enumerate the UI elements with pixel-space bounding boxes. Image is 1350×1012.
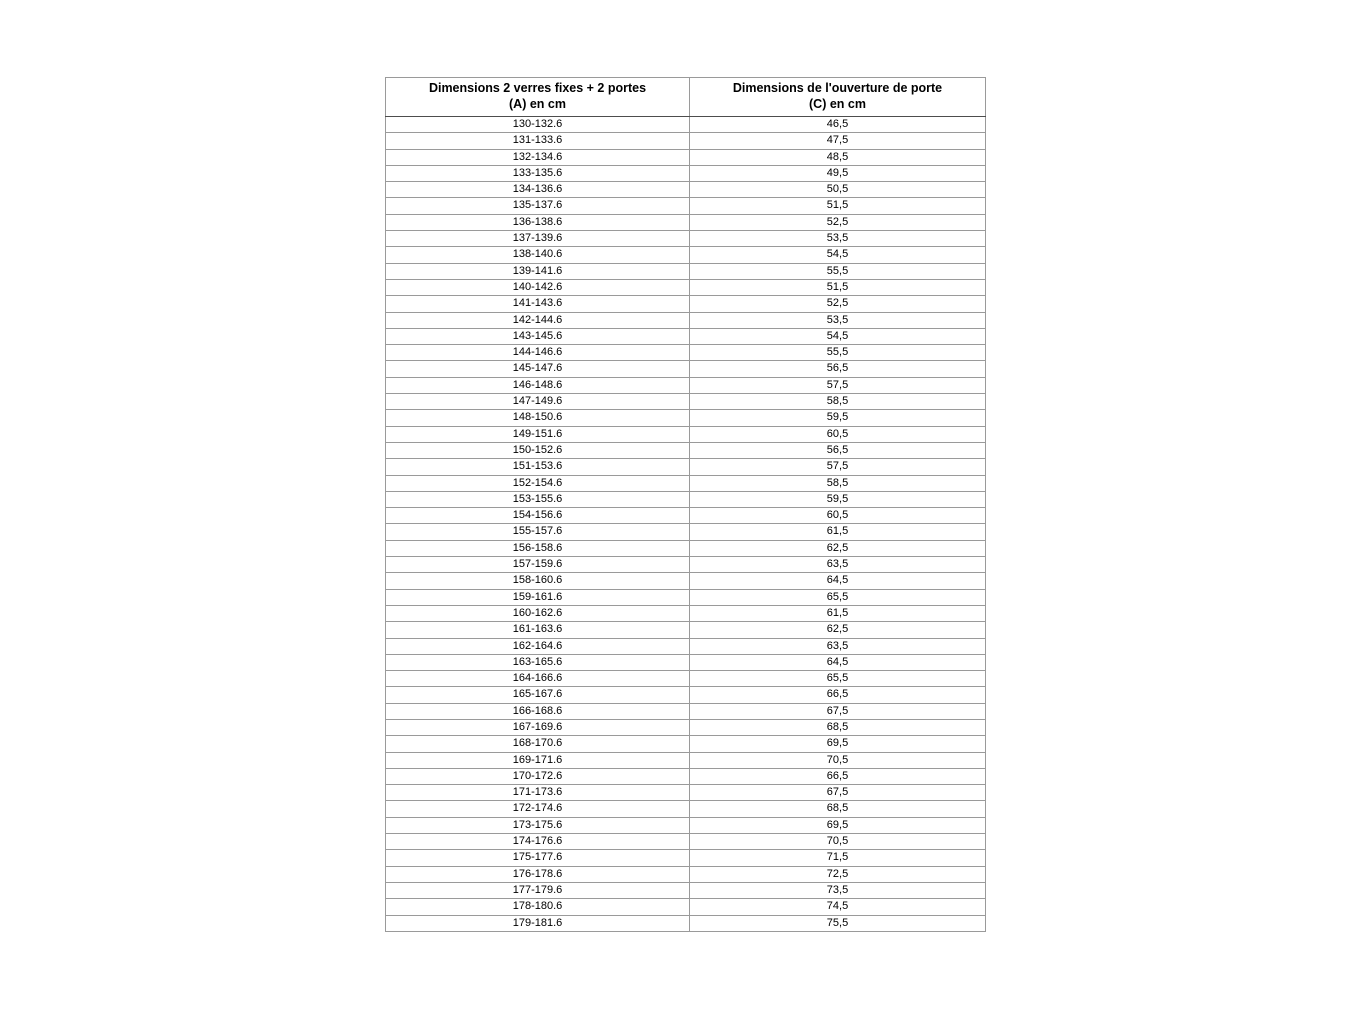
dimension-c-cell: 57,5 xyxy=(690,377,986,393)
dimension-c-cell: 52,5 xyxy=(690,296,986,312)
dimension-a-cell: 177-179.6 xyxy=(386,882,690,898)
dimension-c-cell: 63,5 xyxy=(690,638,986,654)
dimension-a-cell: 152-154.6 xyxy=(386,475,690,491)
dimension-c-cell: 66,5 xyxy=(690,687,986,703)
dimension-a-cell: 148-150.6 xyxy=(386,410,690,426)
header-col-a xyxy=(386,78,690,117)
dimension-a-cell: 135-137.6 xyxy=(386,198,690,214)
dimension-a-cell: 173-175.6 xyxy=(386,817,690,833)
table-row xyxy=(386,263,986,279)
dimension-c-cell: 70,5 xyxy=(690,752,986,768)
table-row xyxy=(386,394,986,410)
table-row xyxy=(386,377,986,393)
dimension-table-container xyxy=(385,77,986,932)
dimension-c-cell: 65,5 xyxy=(690,671,986,687)
dimension-c-cell: 54,5 xyxy=(690,328,986,344)
dimension-c-cell: 56,5 xyxy=(690,442,986,458)
table-row xyxy=(386,752,986,768)
dimension-c-cell: 58,5 xyxy=(690,394,986,410)
dimension-c-cell: 63,5 xyxy=(690,557,986,573)
table-row xyxy=(386,736,986,752)
dimension-c-cell: 49,5 xyxy=(690,165,986,181)
dimension-c-cell: 68,5 xyxy=(690,801,986,817)
dimension-c-cell: 68,5 xyxy=(690,719,986,735)
table-row xyxy=(386,850,986,866)
table-row xyxy=(386,915,986,931)
dimension-c-cell: 61,5 xyxy=(690,524,986,540)
table-row xyxy=(386,540,986,556)
dimension-a-cell: 169-171.6 xyxy=(386,752,690,768)
dimension-c-cell: 61,5 xyxy=(690,605,986,621)
dimension-c-cell: 57,5 xyxy=(690,459,986,475)
dimension-a-cell: 156-158.6 xyxy=(386,540,690,556)
dimension-c-cell: 59,5 xyxy=(690,410,986,426)
dimension-c-cell: 46,5 xyxy=(690,117,986,133)
dimension-table-head xyxy=(386,78,986,117)
table-row xyxy=(386,410,986,426)
table-row xyxy=(386,133,986,149)
dimension-a-cell: 142-144.6 xyxy=(386,312,690,328)
table-row xyxy=(386,687,986,703)
dimension-c-cell: 50,5 xyxy=(690,182,986,198)
dimension-c-cell: 65,5 xyxy=(690,589,986,605)
table-row xyxy=(386,459,986,475)
table-row xyxy=(386,328,986,344)
dimension-a-cell: 175-177.6 xyxy=(386,850,690,866)
dimension-a-cell: 139-141.6 xyxy=(386,263,690,279)
dimension-c-cell: 48,5 xyxy=(690,149,986,165)
dimension-a-cell: 166-168.6 xyxy=(386,703,690,719)
table-row xyxy=(386,442,986,458)
dimension-c-cell: 55,5 xyxy=(690,345,986,361)
table-row xyxy=(386,361,986,377)
dimension-a-cell: 172-174.6 xyxy=(386,801,690,817)
table-row xyxy=(386,703,986,719)
dimension-c-cell: 59,5 xyxy=(690,491,986,507)
table-row xyxy=(386,524,986,540)
dimension-c-cell: 62,5 xyxy=(690,622,986,638)
dimension-a-cell: 159-161.6 xyxy=(386,589,690,605)
dimension-a-cell: 146-148.6 xyxy=(386,377,690,393)
dimension-c-cell: 73,5 xyxy=(690,882,986,898)
dimension-a-cell: 147-149.6 xyxy=(386,394,690,410)
dimension-a-cell: 168-170.6 xyxy=(386,736,690,752)
table-row xyxy=(386,622,986,638)
header-col-c-line1: Dimensions de l'ouverture de porte xyxy=(732,81,943,96)
dimension-c-cell: 60,5 xyxy=(690,508,986,524)
table-row xyxy=(386,149,986,165)
dimension-c-cell: 52,5 xyxy=(690,214,986,230)
table-row xyxy=(386,231,986,247)
dimension-c-cell: 64,5 xyxy=(690,654,986,670)
table-row xyxy=(386,296,986,312)
dimension-c-cell: 60,5 xyxy=(690,426,986,442)
dimension-c-cell: 72,5 xyxy=(690,866,986,882)
table-row xyxy=(386,638,986,654)
dimension-c-cell: 58,5 xyxy=(690,475,986,491)
dimension-c-cell: 69,5 xyxy=(690,817,986,833)
dimension-c-cell: 69,5 xyxy=(690,736,986,752)
dimension-a-cell: 165-167.6 xyxy=(386,687,690,703)
table-row xyxy=(386,182,986,198)
table-row xyxy=(386,589,986,605)
dimension-a-cell: 155-157.6 xyxy=(386,524,690,540)
dimension-c-cell: 47,5 xyxy=(690,133,986,149)
table-row xyxy=(386,834,986,850)
table-row xyxy=(386,882,986,898)
dimension-a-cell: 154-156.6 xyxy=(386,508,690,524)
dimension-a-cell: 138-140.6 xyxy=(386,247,690,263)
table-row xyxy=(386,817,986,833)
dimension-a-cell: 153-155.6 xyxy=(386,491,690,507)
table-row xyxy=(386,117,986,133)
dimension-a-cell: 141-143.6 xyxy=(386,296,690,312)
dimension-a-cell: 133-135.6 xyxy=(386,165,690,181)
dimension-c-cell: 67,5 xyxy=(690,703,986,719)
dimension-c-cell: 51,5 xyxy=(690,198,986,214)
table-row xyxy=(386,557,986,573)
dimension-a-cell: 178-180.6 xyxy=(386,899,690,915)
dimension-table xyxy=(385,77,986,932)
table-row xyxy=(386,801,986,817)
dimension-a-cell: 161-163.6 xyxy=(386,622,690,638)
dimension-c-cell: 71,5 xyxy=(690,850,986,866)
dimension-a-cell: 171-173.6 xyxy=(386,785,690,801)
dimension-a-cell: 140-142.6 xyxy=(386,279,690,295)
dimension-a-cell: 137-139.6 xyxy=(386,231,690,247)
dimension-c-cell: 55,5 xyxy=(690,263,986,279)
dimension-c-cell: 62,5 xyxy=(690,540,986,556)
dimension-a-cell: 130-132.6 xyxy=(386,117,690,133)
table-row xyxy=(386,279,986,295)
dimension-a-cell: 164-166.6 xyxy=(386,671,690,687)
dimension-a-cell: 134-136.6 xyxy=(386,182,690,198)
table-row xyxy=(386,866,986,882)
dimension-table-body xyxy=(386,117,986,932)
dimension-a-cell: 167-169.6 xyxy=(386,719,690,735)
dimension-c-cell: 70,5 xyxy=(690,834,986,850)
dimension-c-cell: 53,5 xyxy=(690,231,986,247)
table-row xyxy=(386,654,986,670)
dimension-a-cell: 144-146.6 xyxy=(386,345,690,361)
header-col-c-line2: (C) en cm xyxy=(809,97,866,111)
dimension-a-cell: 179-181.6 xyxy=(386,915,690,931)
table-row xyxy=(386,426,986,442)
dimension-c-cell: 53,5 xyxy=(690,312,986,328)
table-row xyxy=(386,899,986,915)
table-row xyxy=(386,719,986,735)
table-row xyxy=(386,671,986,687)
header-col-a-line2: (A) en cm xyxy=(509,97,566,111)
dimension-c-cell: 74,5 xyxy=(690,899,986,915)
dimension-a-cell: 136-138.6 xyxy=(386,214,690,230)
dimension-a-cell: 132-134.6 xyxy=(386,149,690,165)
table-row xyxy=(386,605,986,621)
table-row xyxy=(386,508,986,524)
dimension-c-cell: 64,5 xyxy=(690,573,986,589)
table-row xyxy=(386,475,986,491)
table-row xyxy=(386,198,986,214)
dimension-a-cell: 143-145.6 xyxy=(386,328,690,344)
table-row xyxy=(386,573,986,589)
table-row xyxy=(386,785,986,801)
dimension-a-cell: 162-164.6 xyxy=(386,638,690,654)
table-row xyxy=(386,768,986,784)
dimension-c-cell: 75,5 xyxy=(690,915,986,931)
table-row xyxy=(386,491,986,507)
table-row xyxy=(386,345,986,361)
dimension-a-cell: 170-172.6 xyxy=(386,768,690,784)
dimension-a-cell: 145-147.6 xyxy=(386,361,690,377)
table-row xyxy=(386,165,986,181)
dimension-a-cell: 158-160.6 xyxy=(386,573,690,589)
dimension-a-cell: 160-162.6 xyxy=(386,605,690,621)
table-row xyxy=(386,214,986,230)
dimension-c-cell: 67,5 xyxy=(690,785,986,801)
dimension-a-cell: 150-152.6 xyxy=(386,442,690,458)
dimension-a-cell: 174-176.6 xyxy=(386,834,690,850)
dimension-a-cell: 151-153.6 xyxy=(386,459,690,475)
dimension-c-cell: 51,5 xyxy=(690,279,986,295)
dimension-c-cell: 54,5 xyxy=(690,247,986,263)
header-col-a-line1: Dimensions 2 verres fixes + 2 portes xyxy=(428,81,647,96)
dimension-a-cell: 157-159.6 xyxy=(386,557,690,573)
header-col-c xyxy=(690,78,986,117)
dimension-a-cell: 163-165.6 xyxy=(386,654,690,670)
table-row xyxy=(386,247,986,263)
header-row xyxy=(386,78,986,117)
dimension-a-cell: 131-133.6 xyxy=(386,133,690,149)
dimension-a-cell: 149-151.6 xyxy=(386,426,690,442)
dimension-c-cell: 56,5 xyxy=(690,361,986,377)
dimension-a-cell: 176-178.6 xyxy=(386,866,690,882)
dimension-c-cell: 66,5 xyxy=(690,768,986,784)
table-row xyxy=(386,312,986,328)
